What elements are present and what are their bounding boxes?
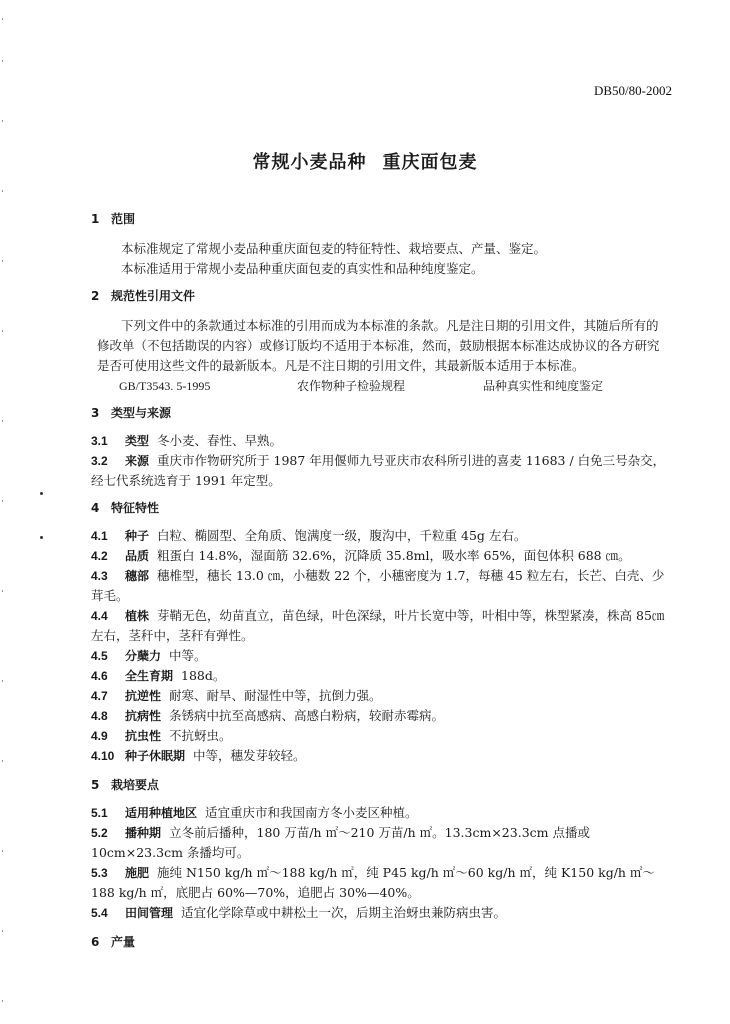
clause-number: 3.1 bbox=[91, 434, 108, 448]
title-part-1: 常规小麦品种 bbox=[252, 152, 367, 173]
clause bbox=[91, 566, 667, 606]
clause-number: 5.1 bbox=[91, 806, 108, 820]
clause-number: 4.3 bbox=[91, 569, 108, 583]
document-body bbox=[91, 210, 667, 950]
clause-key: 来源 bbox=[125, 454, 150, 468]
section-title: 产量 bbox=[111, 935, 136, 949]
clause-key: 种子休眠期 bbox=[125, 749, 186, 763]
clause-text: 188d。 bbox=[181, 668, 226, 683]
clause-number: 4.2 bbox=[91, 549, 108, 563]
clause-text: 冬小麦、春性、早熟。 bbox=[157, 433, 283, 448]
clause-number: 4.10 bbox=[91, 749, 115, 763]
scan-speck bbox=[40, 536, 43, 539]
clause-text: 耐寒、耐旱、耐湿性中等，抗倒力强。 bbox=[169, 688, 382, 703]
clause-key: 抗病性 bbox=[125, 709, 162, 723]
clause bbox=[91, 546, 667, 566]
clause-number: 4.8 bbox=[91, 709, 108, 723]
clause-key: 适用种植地区 bbox=[125, 806, 198, 820]
section-heading bbox=[91, 776, 667, 793]
clause bbox=[91, 706, 667, 726]
section-title: 规范性引用文件 bbox=[111, 289, 196, 303]
clause-text: 适宜重庆市和我国南方冬小麦区种植。 bbox=[205, 805, 418, 820]
clause bbox=[91, 606, 667, 646]
clause-text: 立冬前后播种，180 万苗/h ㎡～210 万苗/h ㎡。13.3cm×23.3cm 点播或 10cm×23.3cm 条播均可。 bbox=[91, 825, 590, 860]
clause bbox=[91, 903, 667, 923]
section-heading bbox=[91, 933, 667, 950]
clause-number: 4.5 bbox=[91, 649, 108, 663]
clause bbox=[91, 431, 667, 451]
clause-number: 3.2 bbox=[91, 454, 108, 468]
clause-key: 播种期 bbox=[125, 826, 162, 840]
reference-code: GB/T3543. 5-1995 bbox=[119, 379, 211, 393]
clause-number: 5.4 bbox=[91, 906, 108, 920]
clause-text: 施纯 N150 kg/h ㎡～188 kg/h ㎡，纯 P45 kg/h ㎡～60 kg/h ㎡，纯 K150 kg/h ㎡～188 kg/h ㎡，底肥占 60%—70%，追肥占 30%—40%。 bbox=[91, 865, 655, 900]
clause-key: 类型 bbox=[125, 434, 150, 448]
title-part-2: 重庆面包麦 bbox=[382, 152, 478, 173]
clause bbox=[91, 823, 667, 863]
clause-key: 施肥 bbox=[125, 866, 150, 880]
scan-speck bbox=[40, 492, 43, 495]
section-title: 范围 bbox=[111, 212, 136, 226]
clause-text: 芽鞘无色，幼苗直立，苗色绿，叶色深绿，叶片长宽中等，叶相中等，株型紧凑，株高 85㎝左右，茎秆中，茎秆有弹性。 bbox=[91, 608, 665, 643]
clause-text: 穗椎型，穗长 13.0 ㎝，小穗数 22 个，小穗密度为 1.7，每穗 45 粒左右，长芒、白壳、少茸毛。 bbox=[91, 568, 665, 603]
clause bbox=[91, 451, 667, 491]
clause-text: 条锈病中抗至高感病、高感白粉病，较耐赤霉病。 bbox=[169, 708, 445, 723]
section-heading bbox=[91, 499, 667, 516]
clause-text: 中等，穗发芽较轻。 bbox=[193, 748, 306, 763]
clause-key: 抗虫性 bbox=[125, 729, 162, 743]
clause-key: 植株 bbox=[125, 609, 150, 623]
section-heading bbox=[91, 210, 667, 227]
clause-number: 4.6 bbox=[91, 669, 108, 683]
clause bbox=[91, 666, 667, 686]
reference-title: 农作物种子检验规程 bbox=[297, 379, 406, 393]
clause-number: 5.2 bbox=[91, 826, 108, 840]
clause bbox=[91, 646, 667, 666]
clause-key: 田间管理 bbox=[125, 906, 174, 920]
clause-number: 5.3 bbox=[91, 866, 108, 880]
clause-text: 不抗蚜虫。 bbox=[169, 728, 232, 743]
clause-key: 种子 bbox=[125, 529, 150, 543]
clause-key: 穗部 bbox=[125, 569, 150, 583]
clause-text: 重庆市作物研究所于 1987 年用偃师九号亚庆市农科所引进的喜麦 11683 / 白免三号杂交，经七代系统选育于 1991 年定型。 bbox=[91, 453, 666, 488]
clause-number: 4.1 bbox=[91, 529, 108, 543]
section-number: 1 bbox=[91, 212, 100, 226]
clause bbox=[91, 726, 667, 746]
paragraph: 本标准规定了常规小麦品种重庆面包麦的特征特性、栽培要点、产量、鉴定。 bbox=[121, 241, 547, 256]
clause-text: 白粒、椭圆型、全角质、饱满度一级，腹沟中，千粒重 45g 左右。 bbox=[157, 528, 527, 543]
clause-key: 分蘖力 bbox=[125, 649, 162, 663]
clause-number: 4.9 bbox=[91, 729, 108, 743]
paragraph: 下列文件中的条款通过本标准的引用而成为本标准的条款。凡是注日期的引用文件，其随后所有的修改单（不包括勘误的内容）或修订版均不适用于本标准，然而，鼓励根据本标准达成协议的各方研究是否可使用这些文件的最新版本。凡是不注日期的引用文件，其最新版本适用于本标准。 bbox=[97, 318, 660, 373]
document-number: DB50/80-2002 bbox=[594, 83, 672, 98]
clause bbox=[91, 746, 667, 766]
paragraph: 本标准适用于常规小麦品种重庆面包麦的真实性和品种纯度鉴定。 bbox=[121, 261, 484, 276]
section-title: 栽培要点 bbox=[111, 778, 160, 792]
section-heading bbox=[91, 287, 667, 304]
clause-text: 中等。 bbox=[169, 648, 207, 663]
clause-number: 4.7 bbox=[91, 689, 108, 703]
reference-subtitle: 品种真实性和纯度鉴定 bbox=[483, 379, 604, 393]
clause-number: 4.4 bbox=[91, 609, 108, 623]
clause bbox=[91, 863, 667, 903]
clause bbox=[91, 803, 667, 823]
section-heading bbox=[91, 404, 667, 421]
clause bbox=[91, 526, 667, 546]
clause-text: 适宜化学除草或中耕松土一次，后期主治蚜虫兼防病虫害。 bbox=[181, 905, 507, 920]
clause-key: 抗逆性 bbox=[125, 689, 162, 703]
section-number: 2 bbox=[91, 289, 100, 303]
section-title: 类型与来源 bbox=[111, 406, 172, 420]
clause-key: 全生育期 bbox=[125, 669, 174, 683]
clause-key: 品质 bbox=[125, 549, 150, 563]
document-title bbox=[0, 148, 730, 174]
section-number: 6 bbox=[91, 935, 100, 949]
section-number: 3 bbox=[91, 406, 100, 420]
section-number: 5 bbox=[91, 778, 100, 792]
section-number: 4 bbox=[91, 501, 100, 515]
clause-text: 粗蛋白 14.8%，湿面筋 32.6%，沉降质 35.8ml，吸水率 65%，面包体积 688 ㎝。 bbox=[157, 548, 631, 563]
section-title: 特征特性 bbox=[111, 501, 160, 515]
clause bbox=[91, 686, 667, 706]
reference-row bbox=[97, 376, 667, 396]
